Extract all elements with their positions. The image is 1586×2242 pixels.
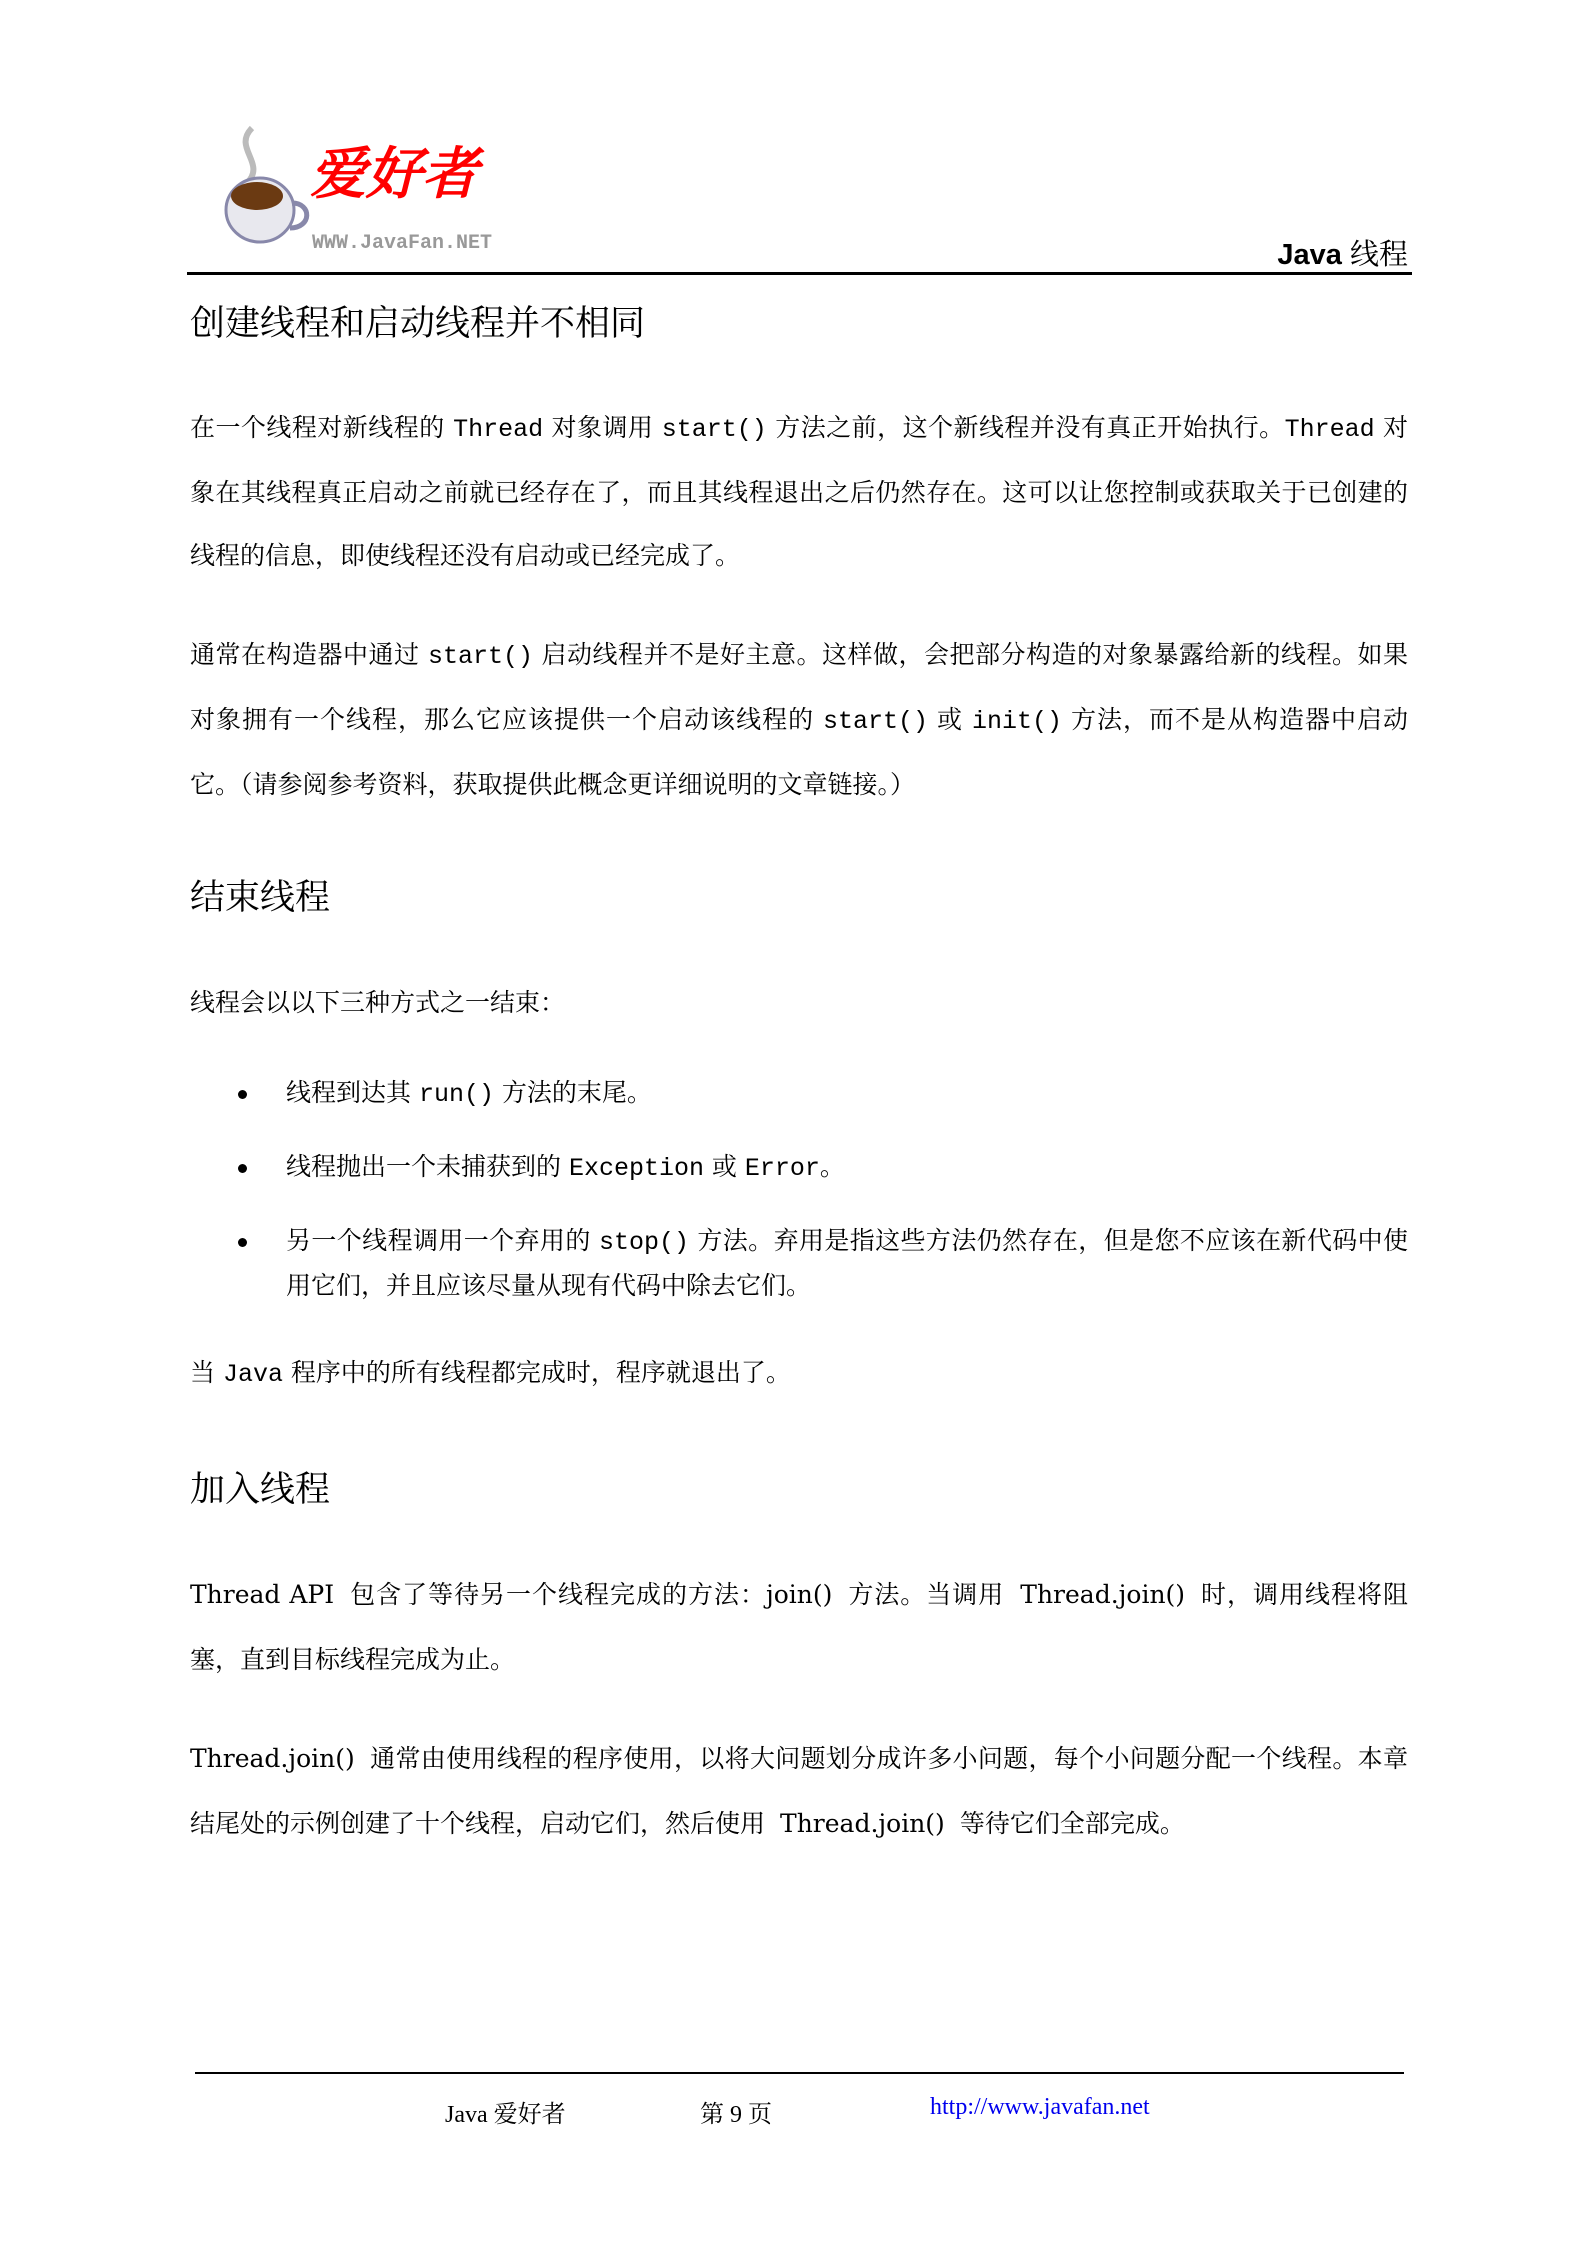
text-run: Thread.join() — [1020, 1580, 1186, 1609]
footer-rule — [195, 2072, 1404, 2074]
text-run: 方法，而不是从构造器中启动它。（请参阅参考资料，获取提供此概念更详细说明的文章链接。） — [190, 705, 1408, 799]
text-run: 线程到达其 — [286, 1078, 419, 1107]
text-run: 方法的末尾。 — [493, 1078, 652, 1107]
code-term: run() — [418, 1080, 494, 1109]
header-rule — [187, 272, 1412, 275]
text-run: 或 — [928, 705, 972, 734]
text-run: 对象调用 — [543, 413, 662, 442]
code-term: init() — [971, 707, 1062, 736]
text-run: 启动线程并不是好主意。这样做，会把部分构造的对象暴露给新的线程。如果对象拥有一个线程，那么它应该提供一个启动该线程的 — [190, 640, 1408, 734]
paragraph — [190, 1563, 1408, 1693]
page-number: 第 9 页 — [700, 2102, 772, 2128]
text-run: 当 — [190, 1358, 223, 1387]
code-term: Error — [744, 1154, 820, 1183]
text-run: 对象在其线程真正启动之前就已经存在了，而且其线程退出之后仍然存在。这可以让您控制或获取关于已创建的线程的信息，即使线程还没有启动或已经完成了。 — [190, 413, 1408, 570]
text-run: 通常在构造器中通过 — [190, 640, 428, 669]
text-run: Thread.join() — [780, 1809, 945, 1838]
footer-link[interactable]: http://www.javafan.net — [930, 2094, 1150, 2120]
paragraph: 线程会以以下三种方式之一结束： — [190, 988, 566, 1017]
list-item — [286, 1071, 1408, 1116]
footer-site: Java 爱好者 — [445, 2102, 566, 2128]
code-term: 方法。当调用 — [832, 1582, 1021, 1611]
svg-text:爱好者: 爱好者 — [310, 141, 478, 207]
bullet-icon — [238, 1164, 247, 1173]
text-run: Thread API — [190, 1580, 335, 1609]
code-term: Thread — [453, 415, 544, 444]
list-item — [286, 1145, 1408, 1190]
bullet-icon — [238, 1238, 247, 1247]
text-run: 方法之前，这个新线程并没有真正开始执行。 — [766, 413, 1285, 442]
text-run: 线程抛出一个未捕获到的 — [286, 1152, 569, 1181]
text-run: 在一个线程对新线程的 — [190, 413, 454, 442]
paragraph — [190, 1727, 1408, 1857]
section-heading: 结束线程 — [190, 878, 331, 918]
bullet-icon — [238, 1090, 247, 1099]
text-run: Thread.join() — [190, 1744, 355, 1773]
section-heading: 创建线程和启动线程并不相同 — [190, 304, 646, 344]
document-header-title: Java 线程 — [1277, 239, 1408, 271]
code-term: 包含了等待另一个线程完成的方法： — [334, 1582, 766, 1611]
text-run: 。 — [819, 1152, 845, 1181]
list-item — [286, 1219, 1408, 1307]
code-term: Exception — [568, 1154, 704, 1183]
code-term: start() — [823, 707, 929, 736]
javafan-logo — [212, 118, 512, 258]
svg-text:WWW.JavaFan.NET: WWW.JavaFan.NET — [312, 232, 493, 255]
paragraph — [190, 623, 1408, 816]
code-term: 等待它们全部完成。 — [944, 1811, 1185, 1840]
text-run: join() — [765, 1580, 833, 1609]
text-run: 方法。弃用是指这些方法仍然存在，但是您不应该在新代码中使用它们，并且应该尽量从现有代码中除去它们。 — [286, 1226, 1408, 1300]
code-term: 时，调用线程将阻塞，直到目标线程完成为止。 — [190, 1582, 1408, 1676]
text-run: 另一个线程调用一个弃用的 — [286, 1226, 600, 1255]
code-term: stop() — [599, 1228, 690, 1257]
paragraph — [190, 396, 1408, 587]
text-run: 程序中的所有线程都完成时，程序就退出了。 — [282, 1358, 791, 1387]
code-term: Java — [222, 1360, 283, 1389]
section-heading: 加入线程 — [190, 1470, 331, 1510]
code-term: 通常由使用线程的程序使用，以将大问题划分成许多小问题，每个小问题分配一个线程。本章结尾处的示例创建了十个线程，启动它们，然后使用 — [190, 1746, 1408, 1840]
code-term: start() — [661, 415, 767, 444]
paragraph — [190, 1341, 1408, 1406]
text-run: 或 — [703, 1152, 745, 1181]
code-term: start() — [427, 642, 533, 671]
code-term: Thread — [1284, 415, 1375, 444]
